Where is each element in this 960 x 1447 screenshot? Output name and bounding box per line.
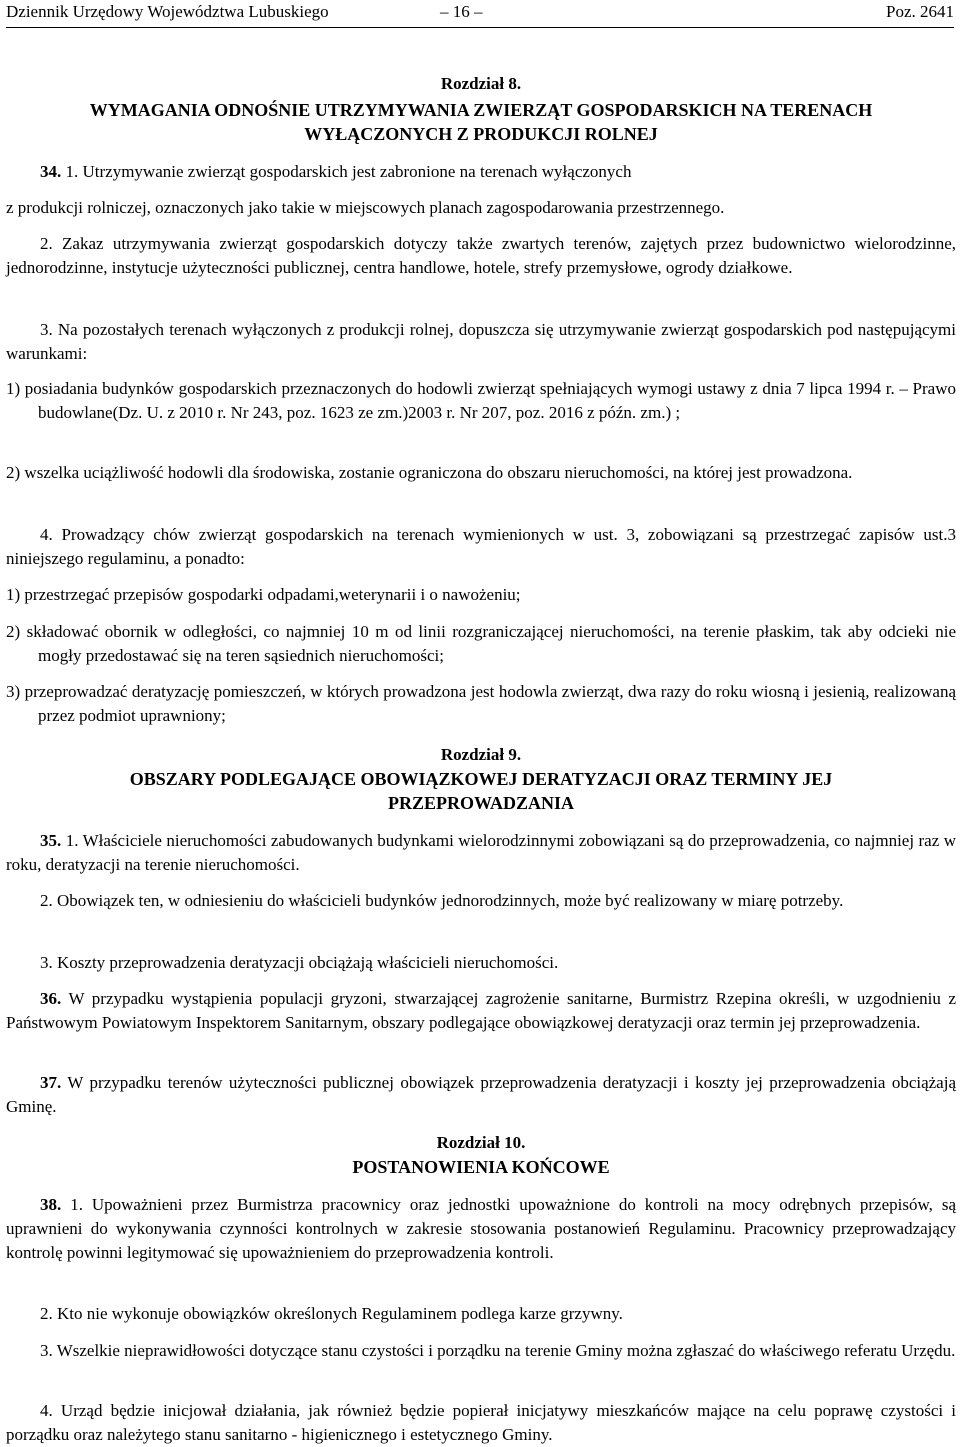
journal-title: Dziennik Urzędowy Województwa Lubuskiego [6, 2, 329, 21]
section-36: 36. W przypadku wystąpienia populacji gryzoni, stwarzającej zagrożenie sanitarne, Burmistrz Rzepina określi, w uzgodnieniu z Państwowym Powiatowym Inspektorem Sanitarnym, obszary podlegające obowiązkowej deratyzacji oraz termin jej przeprowadzenia. [6, 989, 956, 1032]
section-34-para-3: 3. Na pozostałych terenach wyłączonych z produkcji rolnej, dopuszcza się utrzymywanie zwierząt gospodarskich pod następującymi warunkami: [6, 320, 956, 363]
section-34-para-2: 2. Zakaz utrzymywania zwierząt gospodarskich dotyczy także zwartych terenów, zajętych przez budownictwo wielorodzinne, jednorodzinne, instytucje użyteczności publicznej, centra handlowe, hotele, strefy przemysłowe, ogrody działkowe. [6, 234, 956, 277]
section-34-para-1: 34. 1. Utrzymywanie zwierząt gospodarskich jest zabronione na terenach wyłączonych [40, 162, 632, 181]
section-35-para-1: 35. 1. Właściciele nieruchomości zabudowanych budynkami wielorodzinnymi zobowiązani są do przeprowadzenia, co najmniej raz w roku, deratyzacji na terenie nieruchomości. [6, 831, 957, 874]
list-item: 1) posiadania budynków gospodarskich przeznaczonych do hodowli zwierząt spełniających wymogi ustawy z dnia 7 lipca 1994 r. – Prawo budowlane(Dz. U. z 2010 r. Nr 243, poz. 1623 ze zm.)2003 r. Nr 207, poz. 2016 z późn. zm.) ; [6, 379, 956, 422]
position-number: Poz. 2641 [886, 2, 954, 21]
section-38-para-3: 3. Wszelkie nieprawidłowości dotyczące stanu czystości i porządku na terenie Gminy można zgłaszać do właściwego referatu Urzędu. [40, 1341, 956, 1360]
section-35-para-3: 3. Koszty przeprowadzenia deratyzacji obciążają właścicieli nieruchomości. [40, 953, 559, 972]
section-35-para-2: 2. Obowiązek ten, w odniesieniu do właścicieli budynków jednorodzinnych, może być realizowany w miarę potrzeby. [40, 891, 844, 910]
chapter-9-title-line1: OBSZARY PODLEGAJĄCE OBOWIĄZKOWEJ DERATYZACJI ORAZ TERMINY JEJ [129, 769, 833, 789]
header-divider [6, 27, 954, 28]
list-item: 2) składować obornik w odległości, co najmniej 10 m od linii rozgraniczającej nieruchomości, na terenie płaskim, tak aby odcieki nie mogły przedostawać się na teren sąsiednich nieruchomości; [6, 622, 956, 665]
chapter-8-title-line1: WYMAGANIA ODNOŚNIE UTRZYMYWANIA ZWIERZĄT GOSPODARSKICH NA TERENACH [89, 100, 873, 120]
section-38-para-4: 4. Urząd będzie inicjował działania, jak również będzie popierał inicjatywy mieszkańców mające na celu poprawę czystości i porządku oraz należytego stanu sanitarno - higienicznego i estetycznego Gminy. [6, 1401, 956, 1444]
chapter-8-title-line2: WYŁĄCZONYCH Z PRODUKCJI ROLNEJ [304, 124, 658, 144]
list-item: 2) wszelka uciążliwość hodowli dla środowiska, zostanie ograniczona do obszaru nieruchomości, na której jest prowadzona. [6, 463, 853, 482]
chapter-10-title: POSTANOWIENIA KOŃCOWE [352, 1157, 610, 1177]
section-38-para-2: 2. Kto nie wykonuje obowiązków określonych Regulaminem podlega karze grzywny. [40, 1304, 623, 1323]
chapter-9-title-line2: PRZEPROWADZANIA [387, 793, 574, 813]
section-37: 37. W przypadku terenów użyteczności publicznej obowiązek przeprowadzenia deratyzacji i koszty jej przeprowadzenia obciążają Gminę. [6, 1073, 956, 1116]
list-item: 1) przestrzegać przepisów gospodarki odpadami,weterynarii i o nawożeniu; [6, 585, 521, 604]
section-38-para-1: 38. 1. Upoważnieni przez Burmistrza pracownicy oraz jednostki upoważnione do kontroli na mocy odrębnych przepisów, są uprawnieni do wykonywania czynności kontrolnych w zakresie stosowania postanowień Regulaminu. Pracownicy przeprowadzający kontrolę powinni legitymować się upoważnieniem do przeprowadzenia kontroli. [6, 1195, 957, 1262]
chapter-10-heading: Rozdział 10. [436, 1133, 526, 1152]
section-number: 38. [40, 1195, 62, 1214]
section-34-para-4: 4. Prowadzący chów zwierząt gospodarskich na terenach wymienionych w ust. 3, zobowiązani są przestrzegać zapisów ust.3 niniejszego regulaminu, a ponadto: [6, 525, 956, 568]
list-item: 3) przeprowadzać deratyzację pomieszczeń, w których prowadzona jest hodowla zwierząt, dwa razy do roku wiosną i jesienią, realizowaną przez podmiot uprawniony; [6, 682, 956, 725]
section-number: 36. [40, 989, 62, 1008]
section-number: 34. [40, 162, 62, 181]
section-number: 37. [40, 1073, 62, 1092]
section-number: 35. [40, 831, 62, 850]
chapter-8-heading: Rozdział 8. [440, 74, 522, 93]
page-number: – 16 – [440, 2, 483, 21]
chapter-9-heading: Rozdział 9. [440, 745, 522, 764]
section-34-para-1-cont: z produkcji rolniczej, oznaczonych jako takie w miejscowych planach zagospodarowania przestrzennego. [6, 198, 725, 217]
